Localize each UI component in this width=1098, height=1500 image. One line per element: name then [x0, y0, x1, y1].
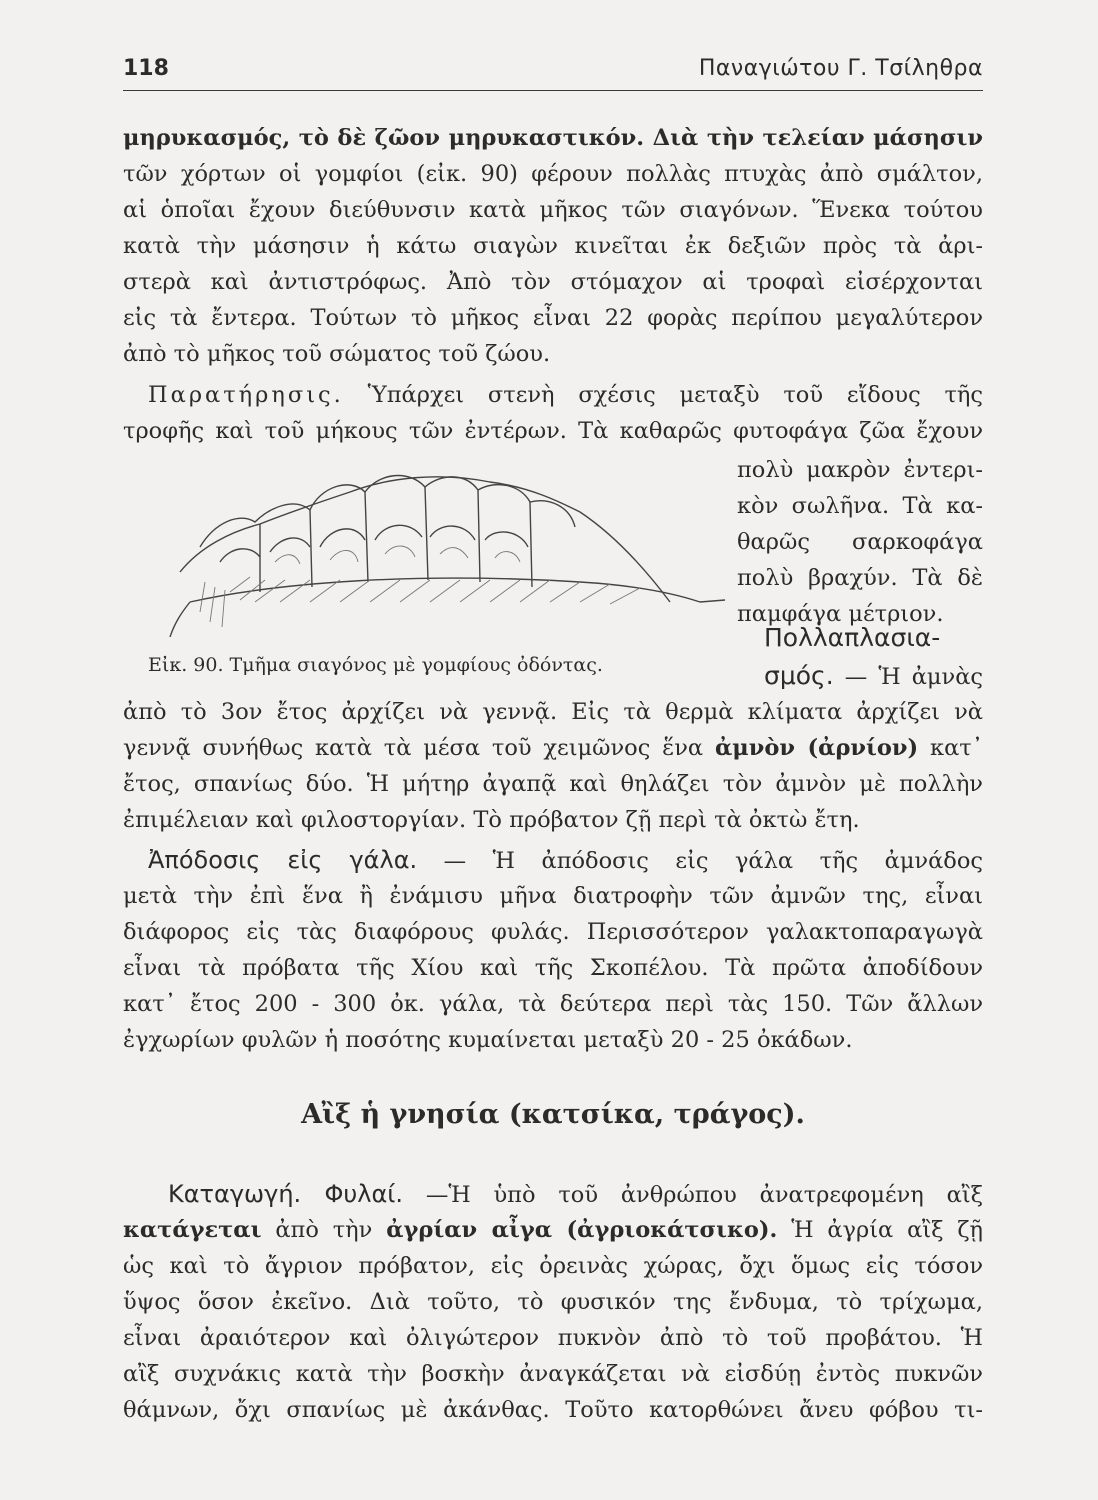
text-line: διάφορος εἰς τὰς διαφόρους φυλάς. Περισσότερον γαλακτοπαραγωγὰ: [123, 919, 983, 945]
text-line: ἀπὸ τὸ 3ον ἔτος ἀρχίζει νὰ γεννᾷ. Εἰς τὰ θερμὰ κλίματα ἀρχίζει νὰ: [123, 699, 983, 725]
text-line: θαρῶς σαρκοφάγα: [737, 529, 983, 555]
bold-term: ἀμνὸν (ἀρνίον): [714, 735, 919, 761]
text-line: τῶν χόρτων οἱ γομφίοι (εἰκ. 90) φέρουν πολλὰς πτυχὰς ἀπὸ σμάλτον,: [123, 161, 983, 187]
text-line: Παρατήρησις. Ὑπάρχει στενὴ σχέσις μεταξὺ τοῦ εἴδους τῆς: [148, 382, 983, 408]
text-line: γεννᾷ συνήθως κατὰ τὰ μέσα τοῦ χειμῶνος ἕνα ἀμνὸν (ἀρνίον) κατ᾽: [123, 735, 983, 761]
page-header: [123, 56, 983, 91]
text-line: ἐγχωρίων φυλῶν ἡ ποσότης κυμαίνεται μεταξὺ 20 - 25 ὀκάδων.: [123, 1027, 853, 1053]
text-line: ὡς καὶ τὸ ἄγριον πρόβατον, εἰς ὀρεινὰς χώρας, ὄχι ὅμως εἰς τόσον: [123, 1253, 983, 1279]
text-line: πολὺ μακρὸν ἐντερι-: [737, 457, 983, 483]
figure-caption: Εἰκ. 90. Τμῆμα σιαγόνος μὲ γομφίους ὀδόντας.: [148, 654, 603, 676]
paragraph-heading: Παρατήρησις.: [148, 382, 344, 408]
text-line: τροφῆς καὶ τοῦ μήκους τῶν ἐντέρων. Τὰ καθαρῶς φυτοφάγα ζῶα ἔχουν: [123, 418, 983, 444]
text-line: ὕψος ὅσον ἐκεῖνο. Διὰ τοῦτο, τὸ φυσικόν της ἔνδυμα, τὸ τρίχωμα,: [123, 1289, 983, 1315]
text-line: στερὰ καὶ ἀντιστρόφως. Ἀπὸ τὸν στόμαχον αἱ τροφαὶ εἰσέρχονται: [123, 269, 983, 295]
text-line: αἱ ὁποῖαι ἔχουν διεύθυνσιν κατὰ μῆκος τῶν σιαγόνων. Ἕνεκα τούτου: [123, 197, 983, 223]
text-line: θάμνων, ὄχι σπανίως μὲ ἀκάνθας. Τοῦτο κατορθώνει ἄνευ φόβου τι-: [123, 1397, 983, 1423]
paragraph-heading: Καταγωγή. Φυλαί.: [168, 1180, 404, 1208]
text-line: Ἀπόδοσις εἰς γάλα. — Ἡ ἀπόδοσις εἰς γάλα τῆς ἀμνάδος: [148, 846, 983, 874]
running-head: Παναγιώτου Γ. Τσίληθρα: [698, 56, 983, 81]
text-line: εἰς τὰ ἔντερα. Τούτων τὸ μῆκος εἶναι 22 φορὰς περίπου μεγαλύτερον: [123, 305, 983, 331]
text-line: εἶναι ἀραιότερον καὶ ὀλιγώτερον πυκνὸν ἀπὸ τὸ τοῦ προβάτου. Ἡ: [123, 1325, 983, 1351]
text-line: κατ᾽ ἔτος 200 - 300 ὀκ. γάλα, τὰ δεύτερα περὶ τὰς 150. Τῶν ἄλλων: [123, 991, 983, 1017]
text-line: μετὰ τὴν ἐπὶ ἕνα ἢ ἐνάμισυ μῆνα διατροφὴν τῶν ἀμνῶν της, εἶναι: [123, 883, 983, 909]
paragraph-heading: Πολλαπλασια-: [764, 623, 941, 652]
text-line: κατάγεται ἀπὸ τὴν ἀγρίαν αἶγα (ἀγριοκάτσικο). Ἡ ἀγρία αἲξ ζῇ: [123, 1217, 983, 1243]
text-line: ἐπιμέλειαν καὶ φιλοστοργίαν. Τὸ πρόβατον ζῇ περὶ τὰ ὀκτὼ ἔτη.: [123, 807, 860, 833]
text-line: αἲξ συχνάκις κατὰ τὴν βοσκὴν ἀναγκάζεται νὰ εἰσδύῃ ἐντὸς πυκνῶν: [123, 1361, 983, 1387]
text-line: κατὰ τὴν μάσησιν ἡ κάτω σιαγὼν κινεῖται ἐκ δεξιῶν πρὸς τὰ ἀρι-: [123, 233, 983, 259]
text-line: ἀπὸ τὸ μῆκος τοῦ σώματος τοῦ ζώου.: [123, 341, 551, 367]
text-line: πολὺ βραχύν. Τὰ δὲ: [737, 565, 983, 591]
section-title: Αἲξ ἡ γνησία (κατσίκα, τράγος).: [301, 1099, 805, 1130]
text-line: παμφάγα μέτριον.: [737, 601, 944, 627]
text-line: εἶναι τὰ πρόβατα τῆς Χίου καὶ τῆς Σκοπέλου. Τὰ πρῶτα ἀποδίδουν: [123, 955, 983, 981]
text-line: μηρυκασμός, τὸ δὲ ζῶον μηρυκαστικόν. Διὰ τὴν τελείαν μάσησιν: [123, 125, 983, 151]
text-line: σμός. — Ἡ ἀμνὰς: [764, 661, 983, 690]
paragraph-heading: Ἀπόδοσις εἰς γάλα.: [148, 846, 418, 874]
jaw-molars-illustration: [160, 452, 730, 637]
page-number: 118: [123, 56, 169, 81]
text-line: κὸν σωλῆνα. Τὰ κα-: [737, 493, 983, 519]
text-line: ἔτος, σπανίως δύο. Ἡ μήτηρ ἀγαπᾷ καὶ θηλάζει τὸν ἀμνὸν μὲ πολλὴν: [123, 771, 983, 797]
text-line: Καταγωγή. Φυλαί. —Ἡ ὑπὸ τοῦ ἀνθρώπου ἀνατρεφομένη αἲξ: [168, 1180, 983, 1208]
